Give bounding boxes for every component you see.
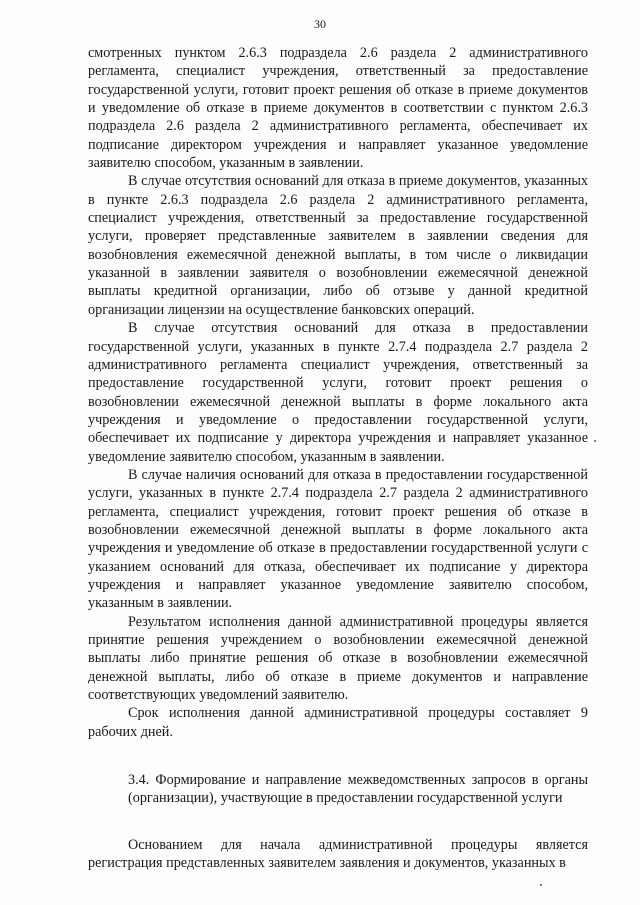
paragraph-basis: Основанием для начала административной процедуры является регистрация представленных заявителем заявления и документов, указанных в (88, 836, 588, 872)
paragraph-grounds-refusal: В случае наличия оснований для отказа в предоставлении государственной услуги, указанных в пункте 2.7.4 подраздела 2.7 раздела 2 административного регламента, специалист учреждения, готовит проект решения об отказе в возобновлении ежемесячной денежной выплаты в форме локального акта учреждения и уведомление об отказе в предоставлении государственной услуги с указанием оснований для отказа, обеспечивает их подписание у директора учреждения и направляет указанное уведомление заявителю способом, указанным в заявлении. (88, 466, 588, 612)
page-number: 30 (314, 17, 326, 31)
section-heading: 3.4. Формирование и направление межведомственных запросов в органы (организации), участвующие в предоставлении государственной услуги (128, 772, 588, 807)
paragraph-result: Результатом исполнения данной административной процедуры является принятие решения учреждением о возобновлении ежемесячной денежной выплаты либо принятие решения об отказе в возобновлении ежемесячной денежной выплаты, либо об отказе в приеме документов и направление соответствующих уведомлений заявителю. (88, 613, 588, 704)
paragraph-no-grounds-documents: В случае отсутствия оснований для отказа в приеме документов, указанных в пункте 2.6.3 подраздела 2.6 раздела 2 административного регламента, специалист учреждения, ответственный за предоставление государственной услуги, проверяет представленные заявителем в заявлении сведения для возобновления ежемесячной денежной выплаты, в том числе о ликвидации указанной в заявлении заявителя о возобновлении ежемесячной денежной выплаты кредитной организации, либо об отзыве у данной кредитной организации лицензии на осуществление банковских операций. (88, 173, 588, 318)
paragraph-deadline: Срок исполнения данной административной процедуры составляет 9 рабочих дней. (88, 705, 588, 740)
scan-speck (540, 884, 542, 886)
paragraph-continuation: смотренных пунктом 2.6.3 подраздела 2.6 раздела 2 административного регламента, специалист учреждения, ответственный за предоставление государственной услуги, готовит проект решения об отказе в приеме документов и уведомление об отказе в приеме документов в соответствии с пунктом 2.6.3 подраздела 2.6 раздела 2 административного регламента, обеспечивает их подписание директором учреждения и направляет указанное уведомление заявителю способом, указанным в заявлении. (88, 45, 588, 172)
document-body (88, 44, 588, 872)
paragraph-no-grounds-service: В случае отсутствия оснований для отказа в предоставлении государственной услуги, указанных в пункте 2.7.4 подраздела 2.7 раздела 2 административного регламента специалист учреждения, ответственный за предоставление государственной услуги, готовит проект решения о возобновлении ежемесячной денежной выплаты в форме локального акта учреждения и уведомление о предоставлении государственной услуги, обеспечивает их подписание у директора учреждения и направляет указанное уведомление заявителю способом, указанным в заявлении. (88, 320, 588, 465)
scan-speck (594, 440, 596, 442)
